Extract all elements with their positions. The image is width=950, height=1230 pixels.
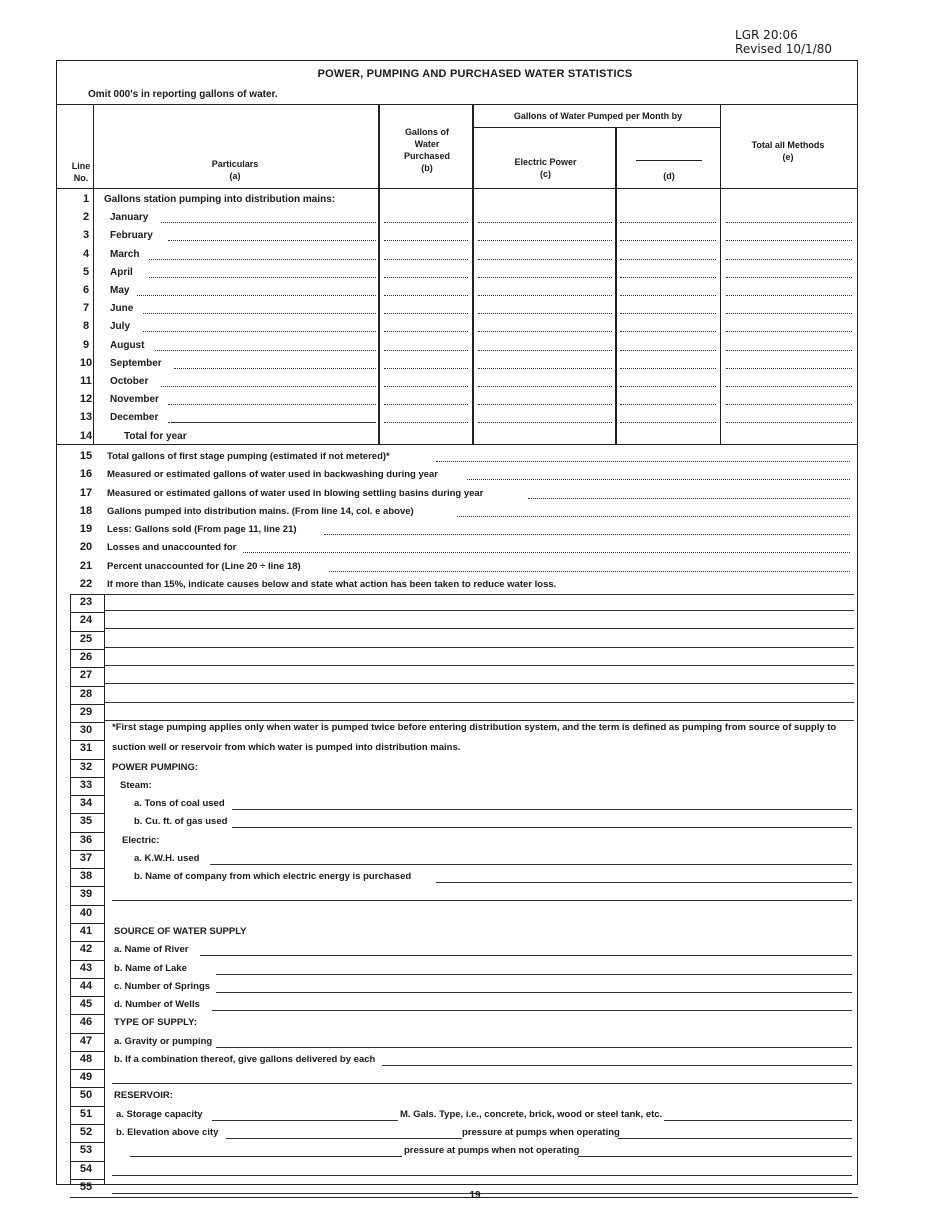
line-number: 40 [79, 906, 93, 919]
entry-blank[interactable] [478, 404, 612, 405]
colhead-line-no [66, 160, 96, 184]
row-label: TYPE OF SUPPLY: [114, 1017, 197, 1029]
header-rule-top [56, 104, 858, 105]
line-no-rule [70, 612, 104, 613]
entry-blank[interactable] [478, 240, 612, 241]
line-no-rule [70, 795, 104, 796]
entry-blank[interactable] [384, 386, 468, 387]
line-no-rule [70, 1179, 104, 1180]
entry-blank[interactable] [620, 222, 716, 223]
line-number: 16 [79, 468, 93, 481]
line-no-rule [70, 850, 104, 851]
entry-line[interactable] [618, 1138, 852, 1139]
colhead-line-no-text: Line No. [71, 161, 91, 183]
line-number: 49 [79, 1071, 93, 1084]
line-number: 32 [79, 760, 93, 773]
line-no-rule [70, 886, 104, 887]
colhead-total-sub: (e) [782, 152, 794, 162]
entry-blank[interactable] [329, 571, 850, 572]
entry-blank[interactable] [726, 331, 852, 332]
entry-blank[interactable] [384, 259, 468, 260]
entry-line[interactable] [664, 1120, 852, 1121]
line-number: 35 [79, 815, 93, 828]
row-label-mid: pressure at pumps when operating [462, 1126, 620, 1138]
form-frame [56, 60, 858, 1185]
colhead-total [726, 139, 850, 163]
entry-blank[interactable] [620, 240, 716, 241]
line-number: 36 [79, 833, 93, 846]
row-label: b. Name of company from which electric energy is purchased [134, 871, 412, 883]
row-label: Measured or estimated gallons of water used in blowing settling basins during year [107, 487, 484, 499]
page-title: POWER, PUMPING AND PURCHASED WATER STATISTICS [317, 68, 633, 80]
entry-blank[interactable] [726, 368, 852, 369]
row-label: If more than 15%, indicate causes below and state what action has been taken to reduce water loss. [107, 578, 557, 590]
line-number: 43 [79, 961, 93, 974]
entry-blank[interactable] [726, 295, 852, 296]
entry-blank[interactable] [620, 313, 716, 314]
line-number: 22 [79, 577, 93, 590]
entry-blank[interactable] [478, 331, 612, 332]
row-label: c. Number of Springs [114, 980, 211, 992]
colhead-d-blank [636, 160, 702, 161]
entry-line[interactable] [212, 1010, 852, 1011]
entry-line[interactable] [232, 827, 852, 828]
line-number: 7 [82, 302, 90, 315]
entry-blank[interactable] [478, 422, 612, 423]
line-no-rule [70, 1033, 104, 1034]
entry-blank[interactable] [620, 422, 716, 423]
line-no-rule [70, 1124, 104, 1125]
row-label-mid: pressure at pumps when not operating [404, 1145, 580, 1157]
row-label: January [110, 212, 149, 224]
entry-line[interactable] [382, 1065, 852, 1066]
entry-line[interactable] [216, 992, 852, 993]
entry-blank[interactable] [384, 368, 468, 369]
line-number: 21 [79, 559, 93, 572]
line-number: 52 [79, 1125, 93, 1138]
comment-line[interactable] [104, 610, 854, 611]
footnote-text: suction well or reservoir from which water is pumped into distribution mains. [112, 742, 461, 754]
entry-blank[interactable] [478, 313, 612, 314]
entry-line[interactable] [212, 1120, 398, 1121]
row-label: Measured or estimated gallons of water used in backwashing during year [107, 469, 439, 481]
entry-line[interactable] [210, 864, 852, 865]
colhead-electric-text: Electric Power [514, 157, 577, 167]
line-number: 2 [82, 211, 90, 224]
line-no-rule [70, 996, 104, 997]
line-number: 6 [82, 284, 90, 296]
entry-line[interactable] [578, 1156, 852, 1157]
line-number: 13 [79, 411, 93, 424]
line-no-rule [70, 722, 104, 723]
line-number: 20 [79, 541, 93, 554]
colhead-d: (d) [663, 171, 675, 181]
line-number: 17 [79, 486, 93, 499]
colhead-purchased-text: Gallons of Water Purchased [403, 127, 451, 161]
line-number: 15 [79, 450, 93, 462]
line-number: 39 [79, 888, 93, 901]
comment-line[interactable] [104, 720, 854, 721]
line-number: 27 [79, 669, 93, 682]
entry-blank[interactable] [620, 259, 716, 260]
colhead-purchased-sub: (b) [421, 163, 433, 173]
row-label: Electric: [122, 834, 160, 846]
entry-blank[interactable] [620, 331, 716, 332]
line-no-rule [70, 667, 104, 668]
entry-blank[interactable] [243, 552, 850, 553]
row-label: Less: Gallons sold (From page 11, line 21) [107, 524, 297, 536]
leader-dots [143, 331, 376, 332]
line-number: 55 [79, 1180, 93, 1193]
form-code [735, 28, 832, 56]
leader-dots [155, 350, 376, 351]
line-no-rule [70, 1106, 104, 1107]
row-label: December [110, 412, 159, 424]
line-no-rule [70, 1142, 104, 1143]
colhead-particulars-text: Particulars [211, 159, 259, 169]
entry-line[interactable] [112, 900, 852, 901]
entry-blank[interactable] [172, 422, 376, 423]
row-label: SOURCE OF WATER SUPPLY [114, 926, 247, 938]
row-label: b. Cu. ft. of gas used [134, 816, 228, 828]
comment-line-top [104, 594, 854, 595]
col-sep-a [378, 104, 380, 444]
line-number: 29 [79, 705, 93, 718]
line-number: 50 [79, 1089, 93, 1102]
entry-blank[interactable] [726, 404, 852, 405]
lineno-left-lower [70, 594, 71, 1184]
row-label: Total for year [124, 430, 187, 442]
line-no-rule [70, 1161, 104, 1162]
entry-blank[interactable] [726, 422, 852, 423]
line-number: 12 [79, 393, 93, 406]
line-number: 26 [79, 650, 93, 663]
entry-line[interactable] [200, 955, 852, 956]
line-number: 25 [79, 632, 93, 645]
line-no-rule [70, 923, 104, 924]
line-no-rule [70, 1014, 104, 1015]
entry-line[interactable] [130, 1156, 402, 1157]
entry-blank[interactable] [726, 240, 852, 241]
colhead-electric-sub: (c) [540, 169, 551, 179]
row-label: August [110, 339, 145, 351]
line-number: 28 [79, 687, 93, 700]
entry-blank[interactable] [467, 479, 850, 480]
colhead-total-text: Total all Methods [751, 140, 825, 150]
row-label: RESERVOIR: [114, 1090, 173, 1102]
col-sep-b [472, 104, 474, 444]
row-label: Percent unaccounted for (Line 20 ÷ line 18) [107, 560, 301, 572]
entry-blank[interactable] [726, 222, 852, 223]
entry-blank[interactable] [436, 461, 850, 462]
entry-blank[interactable] [528, 498, 850, 499]
row-label: a. Gravity or pumping [114, 1035, 213, 1047]
colhead-particulars [100, 158, 370, 182]
line-no-rule [70, 631, 104, 632]
leader-dots [161, 222, 376, 223]
row-label: b. Elevation above city [116, 1126, 219, 1138]
line-number: 48 [79, 1052, 93, 1065]
entry-blank[interactable] [726, 350, 852, 351]
entry-blank[interactable] [478, 350, 612, 351]
entry-line[interactable] [216, 974, 852, 975]
entry-blank[interactable] [620, 277, 716, 278]
entry-blank[interactable] [384, 295, 468, 296]
line-number: 42 [79, 943, 93, 956]
row-label: a. Storage capacity [116, 1108, 203, 1120]
entry-blank[interactable] [384, 350, 468, 351]
header-rule-bottom [56, 188, 858, 189]
comment-line[interactable] [104, 665, 854, 666]
line-number: 33 [79, 778, 93, 791]
line-number: 53 [79, 1144, 93, 1157]
entry-blank[interactable] [726, 277, 852, 278]
col-sep-d [720, 104, 721, 444]
leader-dots [149, 259, 376, 260]
leader-dots [174, 368, 376, 369]
row-label: a. Name of River [114, 944, 189, 956]
row-label: Total gallons of first stage pumping (estimated if not metered)* [107, 451, 390, 462]
line-no-rule [70, 686, 104, 687]
row-label: Gallons station pumping into distribution mains: [104, 194, 336, 205]
line-no-rule [70, 905, 104, 906]
entry-blank[interactable] [726, 313, 852, 314]
line-number: 11 [80, 375, 92, 387]
entry-blank[interactable] [384, 404, 468, 405]
line-no-rule [70, 649, 104, 650]
entry-line[interactable] [112, 1083, 852, 1084]
line-number: 1 [82, 193, 90, 205]
line-number: 23 [79, 596, 93, 609]
line-no-rule [70, 704, 104, 705]
entry-blank[interactable] [478, 277, 612, 278]
line-number: 3 [82, 229, 90, 242]
line-number: 19 [79, 523, 93, 536]
line-number: 9 [82, 338, 90, 351]
line-number: 30 [79, 724, 93, 737]
line-number: 54 [79, 1162, 93, 1175]
colhead-electric [478, 156, 613, 180]
comment-line[interactable] [104, 702, 854, 703]
line-number: 38 [79, 870, 93, 883]
colhead-purchased [392, 126, 462, 174]
line-no-rule [70, 960, 104, 961]
page-number: 19 [469, 1190, 481, 1201]
leader-dots [168, 240, 376, 241]
leader-dots [149, 277, 376, 278]
line-number: 4 [82, 247, 90, 260]
entry-blank[interactable] [384, 422, 468, 423]
line-number: 8 [82, 320, 90, 333]
entry-blank[interactable] [384, 277, 468, 278]
entry-blank[interactable] [620, 386, 716, 387]
entry-blank[interactable] [457, 516, 850, 517]
line-number: 31 [79, 742, 93, 755]
colhead-pumped-group: Gallons of Water Pumped per Month by [513, 111, 683, 121]
row-label-mid: M. Gals. Type, i.e., concrete, brick, wood or steel tank, etc. [400, 1108, 663, 1120]
entry-blank[interactable] [384, 222, 468, 223]
row-label: October [110, 376, 149, 387]
line-no-rule [70, 868, 104, 869]
entry-blank[interactable] [726, 259, 852, 260]
entry-line[interactable] [232, 809, 852, 810]
line-number: 34 [79, 797, 93, 810]
footnote-text: *First stage pumping applies only when water is pumped twice before entering distribution system, and the term is defined as pumping from source of supply to [112, 722, 837, 734]
comment-line[interactable] [104, 647, 854, 648]
entry-blank[interactable] [478, 386, 612, 387]
line-number: 18 [79, 504, 93, 517]
entry-blank[interactable] [620, 350, 716, 351]
entry-blank[interactable] [384, 240, 468, 241]
row-label: April [110, 266, 133, 278]
line-no-rule [70, 1087, 104, 1088]
comment-line[interactable] [104, 683, 854, 684]
entry-blank[interactable] [620, 368, 716, 369]
entry-blank[interactable] [478, 368, 612, 369]
entry-blank[interactable] [620, 404, 716, 405]
line-number: 41 [79, 925, 93, 938]
row-label: February [110, 230, 153, 242]
line-number: 47 [79, 1034, 93, 1047]
line-no-rule [70, 832, 104, 833]
entry-blank[interactable] [726, 386, 852, 387]
instruction-text: Omit 000's in reporting gallons of water. [88, 89, 278, 100]
line-no-rule [70, 594, 104, 595]
header-rule-group [472, 127, 720, 128]
row-label: Gallons pumped into distribution mains. (From line 14, col. e above) [107, 505, 414, 517]
entry-blank[interactable] [478, 222, 612, 223]
colhead-particulars-sub: (a) [229, 171, 241, 181]
row-label: a. Tons of coal used [134, 798, 225, 810]
row-label: Losses and unaccounted for [107, 542, 237, 554]
lineno-sep-lower [104, 594, 105, 1184]
line-no-rule [70, 1069, 104, 1070]
line-number: 14 [79, 429, 93, 442]
line-no-rule [70, 759, 104, 760]
row-label: Steam: [120, 779, 152, 791]
entry-line[interactable] [436, 882, 852, 883]
line-number: 44 [79, 979, 93, 992]
row-label: POWER PUMPING: [112, 761, 199, 773]
leader-dots [143, 313, 376, 314]
entry-line[interactable] [112, 1175, 852, 1176]
revised-date: Revised 10/1/80 [735, 42, 832, 56]
line-number: 10 [79, 356, 93, 369]
entry-blank[interactable] [478, 259, 612, 260]
line-no-rule [70, 813, 104, 814]
form-code-number: LGR 20:06 [735, 28, 798, 42]
leader-dots [168, 404, 376, 405]
entry-blank[interactable] [384, 331, 468, 332]
leader-dots [161, 386, 376, 387]
row-label: a. K.W.H. used [134, 852, 200, 864]
entry-blank[interactable] [324, 534, 850, 535]
line-no-rule [70, 978, 104, 979]
row-label: b. Name of Lake [114, 962, 187, 974]
line-number: 5 [82, 265, 90, 278]
line-number: 46 [79, 1016, 93, 1029]
row-label: May [110, 285, 130, 296]
entry-blank[interactable] [384, 313, 468, 314]
line-no-rule [70, 941, 104, 942]
line-number: 37 [79, 851, 93, 864]
entry-blank[interactable] [620, 295, 716, 296]
line-no-rule [70, 777, 104, 778]
comment-line[interactable] [104, 628, 854, 629]
leader-dots [137, 295, 376, 296]
monthly-table-bottom [56, 444, 858, 445]
col-sep-c [615, 127, 617, 444]
row-label: June [110, 303, 134, 315]
line-number: 45 [79, 998, 93, 1011]
entry-line[interactable] [216, 1047, 852, 1048]
entry-blank[interactable] [478, 295, 612, 296]
line-no-rule [70, 740, 104, 741]
row-label: d. Number of Wells [114, 999, 200, 1011]
row-label: September [110, 357, 162, 369]
row-label: b. If a combination thereof, give gallons delivered by each [114, 1053, 376, 1065]
row-label: November [110, 394, 159, 406]
row-label: March [110, 248, 140, 260]
line-number: 51 [79, 1107, 93, 1120]
entry-line[interactable] [226, 1138, 462, 1139]
line-number: 24 [79, 614, 93, 627]
row-label: July [110, 321, 131, 333]
line-no-rule [70, 1051, 104, 1052]
